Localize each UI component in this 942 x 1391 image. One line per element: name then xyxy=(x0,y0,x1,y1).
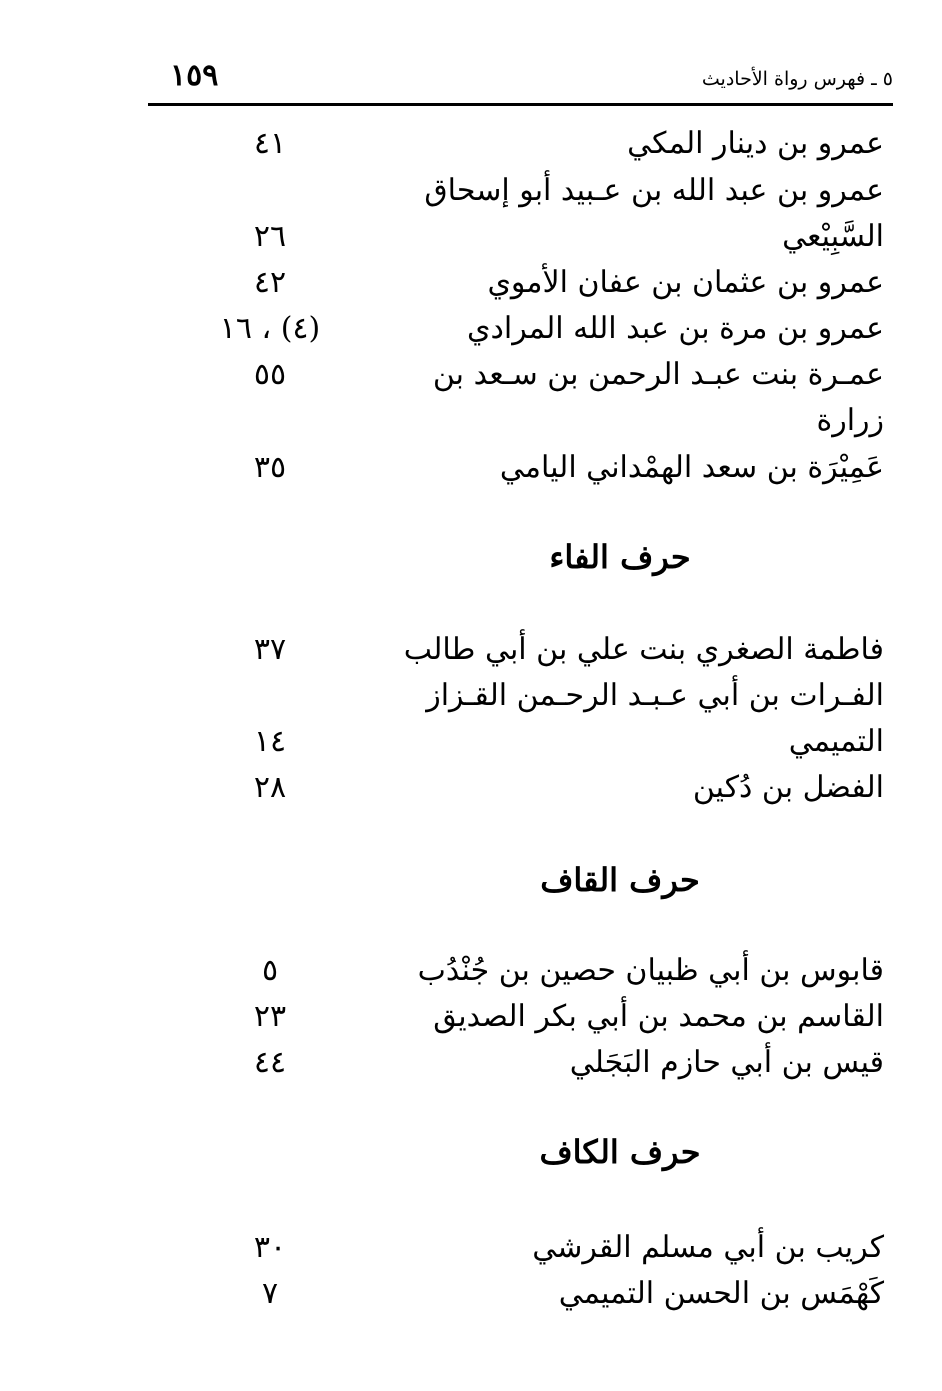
section-heading: حرف الفاء xyxy=(549,538,691,576)
entry-name: القاسم بن محمد بن أبي بكر الصديق xyxy=(433,999,884,1034)
entry-name: الفضل بن دُكين xyxy=(692,770,884,805)
header-title: ٥ ـ فهرس رواة الأحاديث xyxy=(701,68,893,90)
entry-page: (٤) ، ١٦ xyxy=(219,311,321,346)
entry-name-continued: زرارة xyxy=(816,403,884,438)
entry-name: عمـرة بنت عبـد الرحمن بن سـعد بن xyxy=(432,357,884,392)
entry-page: ٥ xyxy=(261,953,279,988)
entry-name: كَهْمَس بن الحسن التميمي xyxy=(558,1276,884,1311)
entry-page: ٥٥ xyxy=(253,357,287,392)
entry-page: ١٤ xyxy=(253,724,287,759)
entry-name: عمرو بن مرة بن عبد الله المرادي xyxy=(467,311,884,346)
entry-name-continued: التميمي xyxy=(788,724,884,759)
entry-page: ٢٦ xyxy=(253,219,287,254)
entry-page: ٢٨ xyxy=(253,770,287,805)
entry-page: ٣٥ xyxy=(253,450,287,485)
header-rule xyxy=(148,103,893,106)
page-number: ١٥٩ xyxy=(170,58,219,93)
entry-page: ٣٧ xyxy=(253,632,287,667)
entry-name-continued: السَّبِيْعي xyxy=(782,219,884,254)
entry-page: ٧ xyxy=(261,1276,279,1311)
entry-name: الفـرات بن أبي عـبـد الرحـمن القـزاز xyxy=(426,678,884,713)
entry-name: عمرو بن عثمان بن عفان الأموي xyxy=(487,265,884,300)
section-heading: حرف القاف xyxy=(540,861,700,899)
entry-page: ٤٤ xyxy=(253,1045,287,1080)
entry-page: ٤٢ xyxy=(253,265,287,300)
running-header xyxy=(148,52,893,104)
section-heading: حرف الكاف xyxy=(539,1133,701,1171)
entry-name: قيس بن أبي حازم البَجَلي xyxy=(569,1045,884,1080)
entry-page: ٢٣ xyxy=(253,999,287,1034)
entry-name: قابوس بن أبي ظبيان حصين بن جُنْدُب xyxy=(417,953,884,988)
entry-name: عَمِيْرَة بن سعد الهمْداني اليامي xyxy=(499,450,884,485)
entry-name: عمرو بن دينار المكي xyxy=(627,126,884,161)
entry-page: ٣٠ xyxy=(253,1230,287,1265)
entry-name: عمرو بن عبد الله بن عـبيد أبو إسحاق xyxy=(424,173,884,208)
entry-name: كريب بن أبي مسلم القرشي xyxy=(532,1230,884,1265)
entry-page: ٤١ xyxy=(253,126,287,161)
entry-name: فاطمة الصغري بنت علي بن أبي طالب xyxy=(403,632,884,667)
